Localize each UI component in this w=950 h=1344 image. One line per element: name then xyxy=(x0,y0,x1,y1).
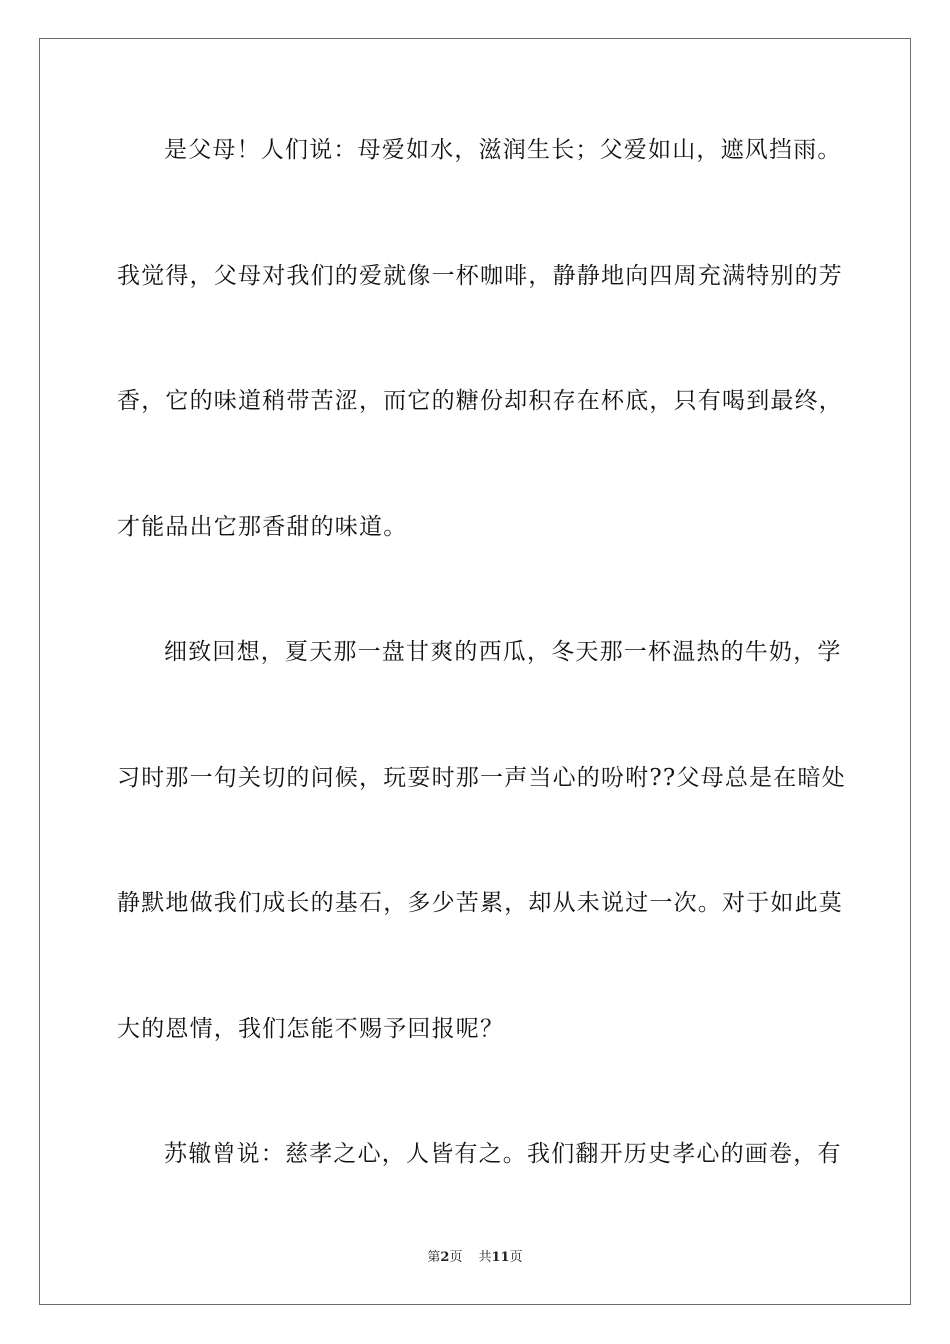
text-line: 习时那一句关切的问候，玩耍时那一声当心的吩咐??父母总是在暗处 xyxy=(117,764,846,791)
text-line: 是父母！人们说：母爱如水，滋润生长；父爱如山，遮风挡雨。 xyxy=(164,137,842,163)
page-number: 2 xyxy=(440,1250,450,1265)
text-line: 香，它的味道稍带苦涩，而它的糖份却积存在杯底，只有喝到最终， xyxy=(117,388,843,414)
total-suffix: 页 xyxy=(509,1250,523,1265)
document-body xyxy=(117,126,846,1256)
page-suffix: 页 xyxy=(449,1250,463,1265)
text-line: 静默地做我们成长的基石，多少苦累，却从未说过一次。对于如此莫 xyxy=(117,890,843,916)
text-line: 苏辙曾说：慈孝之心，人皆有之。我们翻开历史孝心的画卷，有 xyxy=(164,1141,842,1167)
text-line: 大的恩情，我们怎能不赐予回报呢？ xyxy=(117,1015,505,1042)
total-pages: 11 xyxy=(491,1250,510,1265)
page-prefix: 第 xyxy=(427,1250,441,1265)
text-line: 才能品出它那香甜的味道。 xyxy=(117,513,408,540)
page-footer xyxy=(0,1246,950,1265)
text-line: 细致回想，夏天那一盘甘爽的西瓜，冬天那一杯温热的牛奶，学 xyxy=(164,639,842,665)
total-prefix: 共 xyxy=(478,1250,492,1265)
text-line: 我觉得，父母对我们的爱就像一杯咖啡，静静地向四周充满特别的芳 xyxy=(117,262,843,289)
